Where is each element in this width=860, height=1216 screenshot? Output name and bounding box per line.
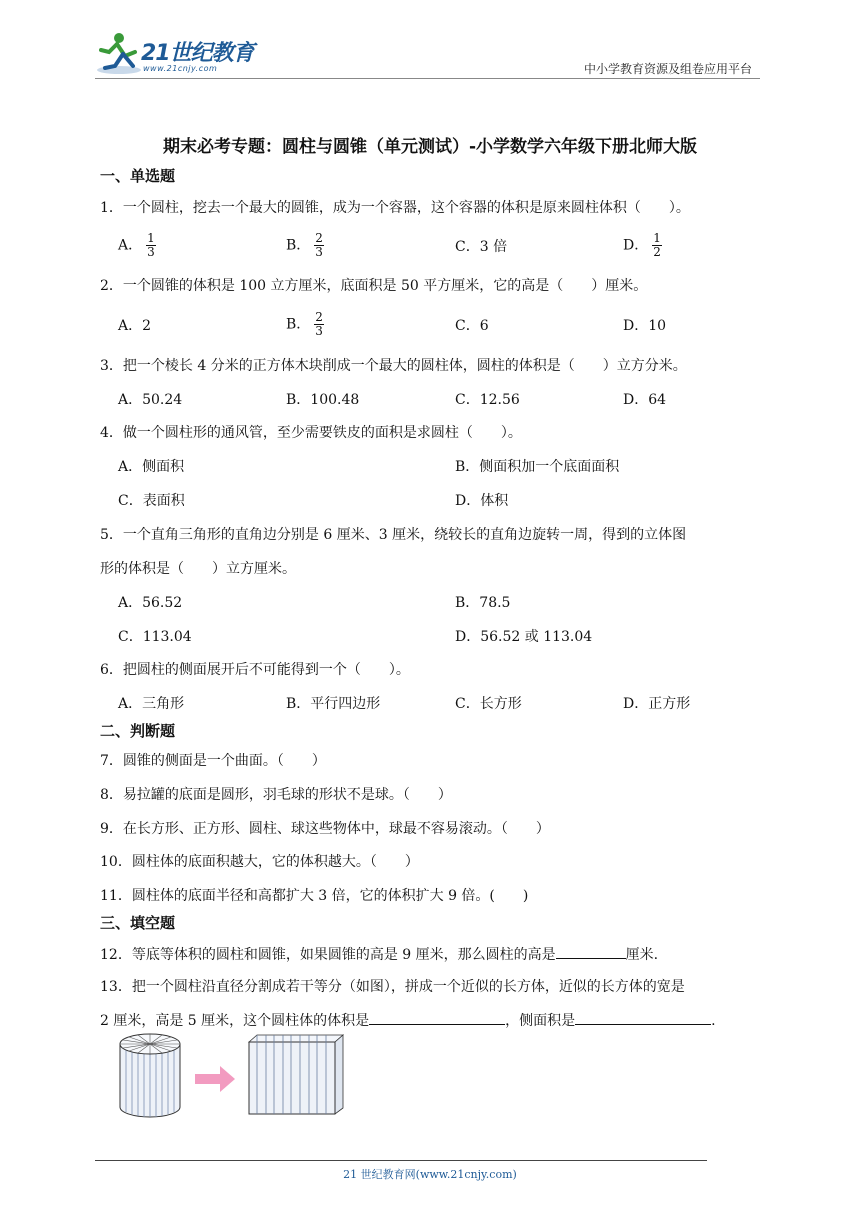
q5-option-d[interactable]: D．56.52 或 113.04 <box>455 629 593 645</box>
q13-text-mid: ，侧面积是 <box>505 1013 576 1029</box>
question-6: 6．把圆柱的侧面展开后不可能得到一个（ ）。 <box>100 662 410 678</box>
option-label: D． <box>623 237 649 254</box>
question-8: 8．易拉罐的底面是圆形，羽毛球的形状不是球。（ ） <box>100 787 452 803</box>
q4-option-d[interactable]: D．体积 <box>455 493 509 509</box>
q3-option-d[interactable]: D．64 <box>623 392 667 408</box>
option-label: B． <box>286 237 311 254</box>
q6-option-a[interactable]: A．三角形 <box>118 696 185 712</box>
header-divider <box>95 78 760 79</box>
question-9: 9．在长方形、正方形、圆柱、球这些物体中，球最不容易滚动。（ ） <box>100 821 550 837</box>
q1-option-a[interactable] <box>118 232 156 259</box>
answer-blank-volume[interactable] <box>369 1010 505 1025</box>
page-header <box>95 30 760 80</box>
answer-blank[interactable] <box>556 944 626 959</box>
q12-unit: 厘米. <box>625 947 659 963</box>
q4-option-a[interactable]: A．侧面积 <box>118 459 185 475</box>
q1-option-c[interactable]: C．3 倍 <box>455 239 508 255</box>
logo-text: 21世纪教育 <box>141 41 254 66</box>
q2-option-c[interactable]: C．6 <box>455 318 489 334</box>
question-4: 4．做一个圆柱形的通风管，至少需要铁皮的面积是求圆柱（ ）。 <box>100 425 522 441</box>
q6-option-b[interactable]: B．平行四边形 <box>286 696 381 712</box>
q1-option-b[interactable] <box>286 232 324 259</box>
fraction: $\frac{2}{3}$ <box>315 231 323 259</box>
answer-blank-lateral-area[interactable] <box>575 1010 711 1025</box>
q2-option-b[interactable] <box>286 311 324 338</box>
question-11: 11．圆柱体的底面半径和高都扩大 3 倍，它的体积扩大 9 倍。( ) <box>100 888 529 904</box>
cylinder-to-cuboid-figure <box>117 1032 347 1122</box>
question-13-line-2 <box>100 1010 716 1030</box>
question-7: 7．圆锥的侧面是一个曲面。（ ） <box>100 753 326 769</box>
cuboid-shape <box>249 1035 343 1114</box>
cylinder-cuboid-illustration <box>117 1032 347 1122</box>
fraction: $\frac{1}{3}$ <box>147 231 155 259</box>
option-label: A． <box>118 237 143 254</box>
q3-option-b[interactable]: B．100.48 <box>286 392 360 408</box>
site-logo[interactable] <box>95 30 265 80</box>
question-3: 3．把一个棱长 4 分米的正方体木块削成一个最大的圆柱体，圆柱的体积是（ ）立方分米。 <box>100 358 687 374</box>
question-10: 10．圆柱体的底面积越大，它的体积越大。（ ） <box>100 854 419 870</box>
option-label: B． <box>286 316 311 333</box>
q13-text-end: . <box>711 1013 716 1029</box>
question-13-line-1: 13．把一个圆柱沿直径分割成若干等分（如图），拼成一个近似的长方体，近似的长方体的宽是 <box>100 979 685 995</box>
logo-url: www.21cnjy.com <box>143 64 218 73</box>
q4-option-c[interactable]: C．表面积 <box>118 493 185 509</box>
q4-option-b[interactable]: B．侧面积加一个底面面积 <box>455 459 620 475</box>
q5-option-c[interactable]: C．113.04 <box>118 629 192 645</box>
footer-link[interactable]: 21 世纪教育网(www.21cnjy.com) <box>343 1168 517 1181</box>
section-heading-true-false: 二、判断题 <box>100 722 176 740</box>
q6-option-c[interactable]: C．长方形 <box>455 696 522 712</box>
q6-option-d[interactable]: D．正方形 <box>623 696 691 712</box>
q5-option-b[interactable]: B．78.5 <box>455 595 511 611</box>
q13-text: 2 厘米，高是 5 厘米，这个圆柱体的体积是 <box>100 1013 370 1029</box>
transform-arrow <box>195 1066 235 1092</box>
question-1: 1．一个圆柱，挖去一个最大的圆锥，成为一个容器，这个容器的体积是原来圆柱体积（ ）。 <box>100 200 690 216</box>
q5-option-a[interactable]: A．56.52 <box>118 595 183 611</box>
section-heading-fill-blank: 三、填空题 <box>100 914 176 932</box>
q2-option-d[interactable]: D．10 <box>623 318 667 334</box>
q2-option-a[interactable]: A．2 <box>118 318 152 334</box>
question-2: 2．一个圆锥的体积是 100 立方厘米，底面积是 50 平方厘米，它的高是（ ）厘米。 <box>100 278 648 294</box>
section-heading-single-choice: 一、单选题 <box>100 167 176 185</box>
question-12 <box>100 944 658 964</box>
q12-text: 12．等底等体积的圆柱和圆锥，如果圆锥的高是 9 厘米，那么圆柱的高是 <box>100 947 556 963</box>
q3-option-c[interactable]: C．12.56 <box>455 392 520 408</box>
footer-divider <box>95 1160 707 1161</box>
question-5-line-1: 5．一个直角三角形的直角边分别是 6 厘米、3 厘米，绕较长的直角边旋转一周，得到的立体图 <box>100 527 687 543</box>
q1-option-d[interactable] <box>623 232 662 259</box>
header-slogan: 中小学教育资源及组卷应用平台 <box>583 62 752 76</box>
cylinder-shape <box>120 1034 180 1117</box>
fraction: $\frac{2}{3}$ <box>315 310 323 338</box>
runner-logo-icon <box>95 30 143 78</box>
q3-option-a[interactable]: A．50.24 <box>118 392 183 408</box>
page-title: 期末必考专题：圆柱与圆锥（单元测试）-小学数学六年级下册北师大版 <box>162 137 698 157</box>
fraction: $\frac{1}{2}$ <box>653 231 661 259</box>
question-5-line-2: 形的体积是（ ）立方厘米。 <box>100 561 296 577</box>
